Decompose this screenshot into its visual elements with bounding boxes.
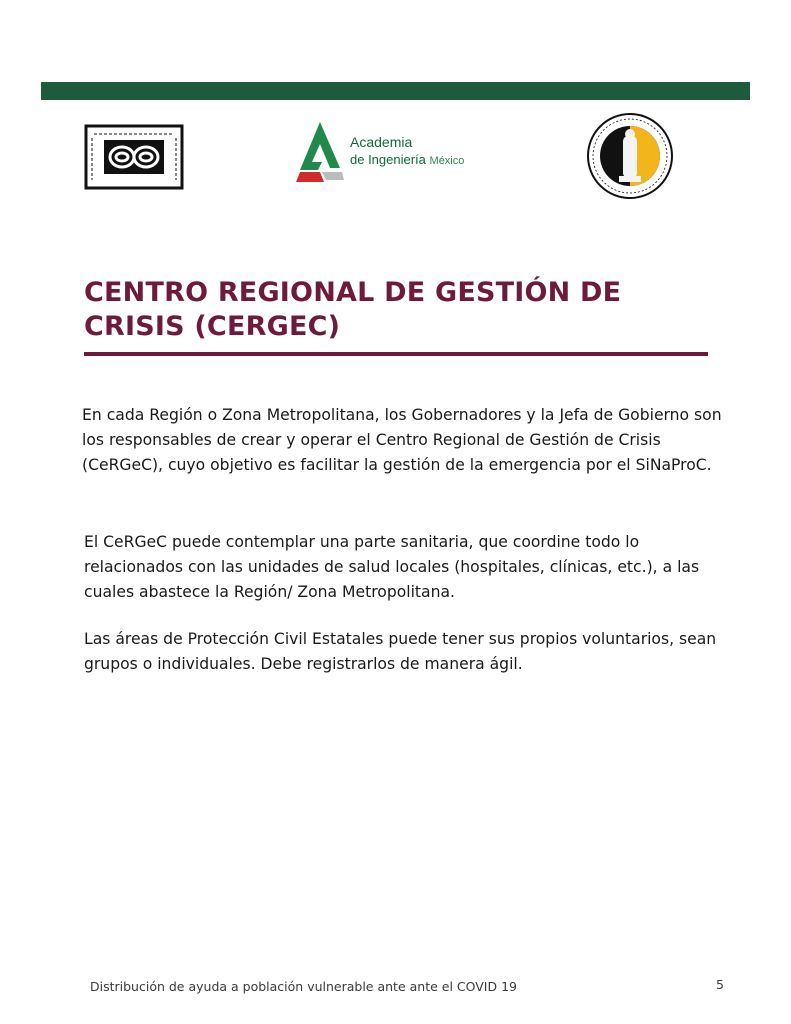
paragraph-2: El CeRGeC puede contemplar una parte sanitaria, que coordine todo lo relacionados con las unidades de salud locales (hospitales, clínicas, etc.), a las cuales abastece la Región/ Zona Metropolitana. [84, 533, 700, 601]
title-divider [84, 352, 708, 356]
ai-logo-line1: Academia [350, 134, 413, 150]
anm-seal-icon [585, 112, 675, 200]
page-title-line2: CRISIS (CERGEC) [84, 311, 341, 342]
page-number: 5 [716, 977, 724, 992]
ai-logo [294, 120, 484, 186]
anm-logo [585, 112, 675, 200]
ai-emblem-icon [294, 120, 346, 184]
paragraph-1: En cada Región o Zona Metropolitana, los Gobernadores y la Jefa de Gobierno son los responsables de crear y operar el Centro Regional de Gestión de Crisis (CeRGeC), cuyo objetivo es facilitar la gestión de la emergencia por el SiNaProC. [82, 406, 722, 474]
header-bar [41, 82, 750, 100]
amc-emblem-icon [84, 124, 184, 190]
amc-logo [84, 124, 184, 190]
ai-logo-line2-main: de Ingeniería [350, 152, 426, 167]
paragraph-3: Las áreas de Protección Civil Estatales puede tener sus propios voluntarios, sean grupos o individuales. Debe registrarlos de manera ágil. [84, 630, 717, 673]
page-title [84, 276, 724, 344]
ai-logo-line2 [350, 152, 464, 169]
ai-logo-line2-suffix: México [429, 155, 465, 167]
page-title-line1: CENTRO REGIONAL DE GESTIÓN DE [84, 277, 622, 308]
footer-text: Distribución de ayuda a población vulnerable ante ante el COVID 19 [90, 979, 517, 994]
